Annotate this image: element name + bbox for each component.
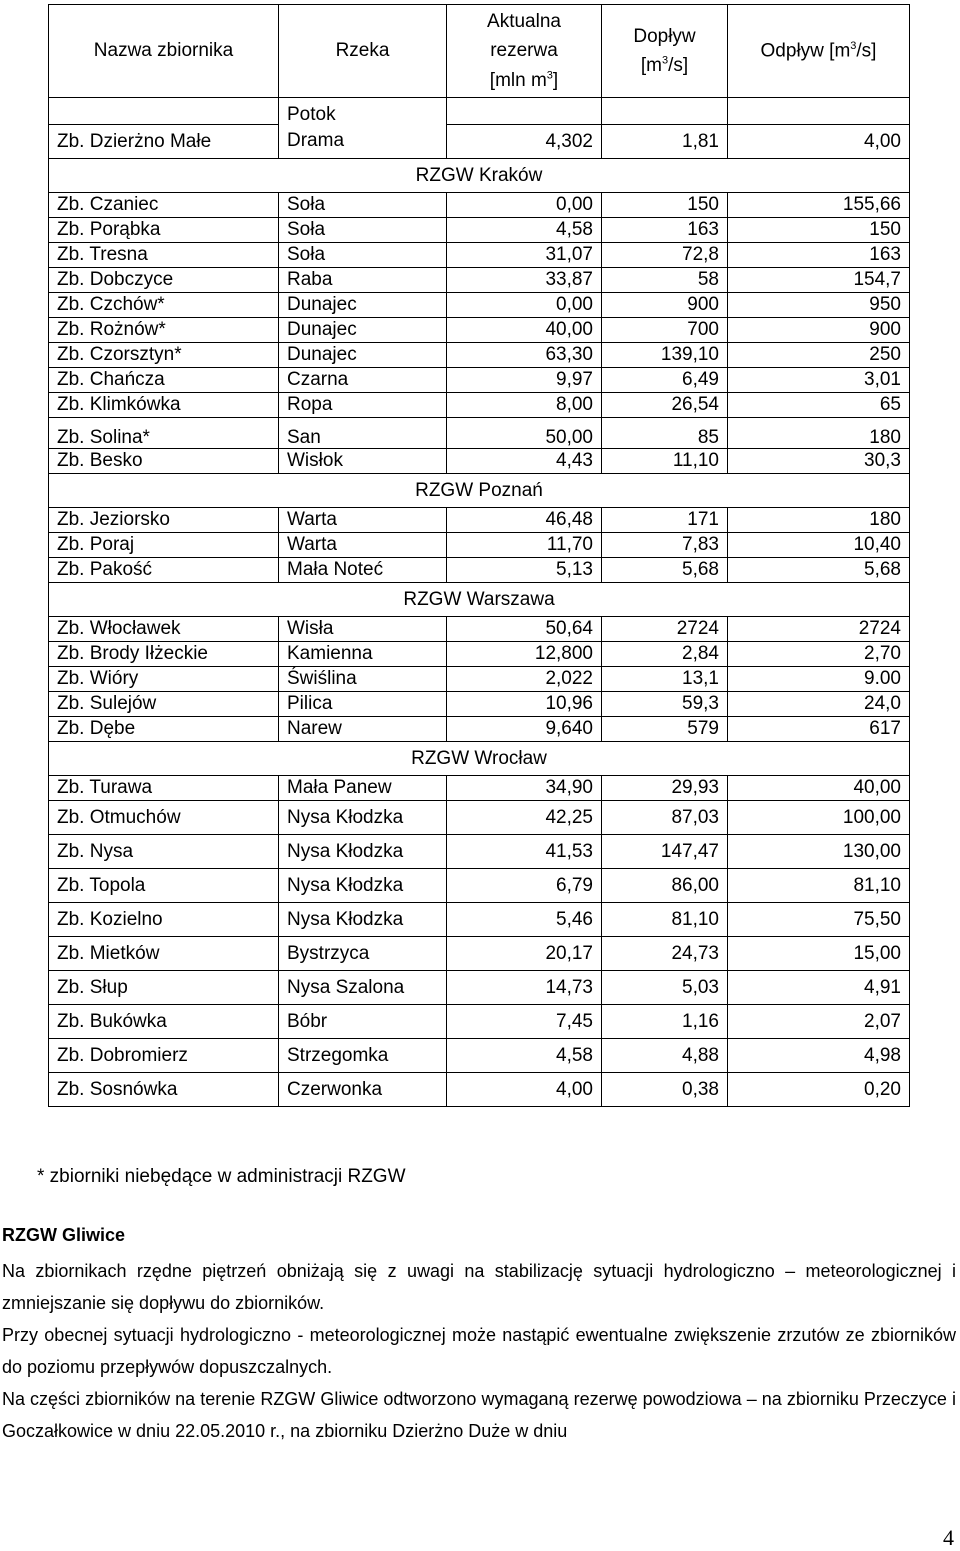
inflow-cell: 7,83 bbox=[602, 533, 728, 558]
inflow-cell: 72,8 bbox=[602, 243, 728, 268]
name-cell: Zb. Porąbka bbox=[49, 218, 279, 243]
outflow-cell: 4,98 bbox=[728, 1039, 910, 1073]
region-title: RZGW Wrocław bbox=[49, 742, 910, 776]
table-row bbox=[49, 318, 910, 343]
reserve-cell: 12,800 bbox=[447, 642, 602, 667]
page-number: 4 bbox=[943, 1525, 954, 1550]
reserve-cell: 6,79 bbox=[447, 869, 602, 903]
inflow-cell: 2724 bbox=[602, 617, 728, 642]
river-cell: Raba bbox=[279, 268, 447, 293]
reserve-cell: 8,00 bbox=[447, 393, 602, 418]
table-row bbox=[49, 218, 910, 243]
table-cell bbox=[602, 98, 728, 125]
header-name: Nazwa zbiornika bbox=[49, 5, 279, 98]
table-row bbox=[49, 449, 910, 474]
outflow-cell: 617 bbox=[728, 717, 910, 742]
table-row bbox=[49, 558, 910, 583]
reserve-cell: 42,25 bbox=[447, 801, 602, 835]
inflow-cell: 81,10 bbox=[602, 903, 728, 937]
name-cell: Zb. Dębe bbox=[49, 717, 279, 742]
inflow-cell: 2,84 bbox=[602, 642, 728, 667]
table-row bbox=[49, 533, 910, 558]
outflow-cell: 24,0 bbox=[728, 692, 910, 717]
outflow-cell: 180 bbox=[728, 418, 910, 449]
header-inflow: Dopływ $[m^3/s]$ bbox=[602, 5, 728, 98]
table-row bbox=[49, 717, 910, 742]
header-outflow: Odpływ $[m^3/s]$ bbox=[728, 5, 910, 98]
inflow-cell: 579 bbox=[602, 717, 728, 742]
name-cell: Zb. Besko bbox=[49, 449, 279, 474]
inflow-cell: 0,38 bbox=[602, 1073, 728, 1107]
name-cell: Zb. Brody Iłżeckie bbox=[49, 642, 279, 667]
table-row bbox=[49, 393, 910, 418]
river-cell: Soła bbox=[279, 193, 447, 218]
outflow-cell: 5,68 bbox=[728, 558, 910, 583]
outflow-cell: 250 bbox=[728, 343, 910, 368]
name-cell: Zb. Topola bbox=[49, 869, 279, 903]
region-header-row bbox=[49, 474, 910, 508]
outflow-cell: 40,00 bbox=[728, 776, 910, 801]
river-cell: Nysa Kłodzka bbox=[279, 869, 447, 903]
outflow-cell: 4,00 bbox=[728, 125, 910, 159]
reservoir-table bbox=[48, 4, 910, 1107]
river-cell: Nysa Kłodzka bbox=[279, 903, 447, 937]
outflow-cell: 155,66 bbox=[728, 193, 910, 218]
table-cell bbox=[728, 98, 910, 125]
table-row bbox=[49, 937, 910, 971]
outflow-cell: 15,00 bbox=[728, 937, 910, 971]
name-cell: Zb. Otmuchów bbox=[49, 801, 279, 835]
header-reserve: Aktualna rezerwa [mln $m^3$] bbox=[447, 5, 602, 98]
reserve-cell: 0,00 bbox=[447, 193, 602, 218]
inflow-cell: 85 bbox=[602, 418, 728, 449]
reserve-cell: 50,64 bbox=[447, 617, 602, 642]
name-cell: Zb. Sosnówka bbox=[49, 1073, 279, 1107]
inflow-cell: 163 bbox=[602, 218, 728, 243]
river-cell: Warta bbox=[279, 533, 447, 558]
table-row bbox=[49, 368, 910, 393]
river-cell: Soła bbox=[279, 218, 447, 243]
table-row bbox=[49, 418, 910, 449]
name-cell: Zb. Dobczyce bbox=[49, 268, 279, 293]
name-cell: Zb. Poraj bbox=[49, 533, 279, 558]
inflow-cell: 58 bbox=[602, 268, 728, 293]
region-header-row bbox=[49, 583, 910, 617]
name-cell: Zb. Czorsztyn* bbox=[49, 343, 279, 368]
inflow-cell: 87,03 bbox=[602, 801, 728, 835]
inflow-cell: 147,47 bbox=[602, 835, 728, 869]
name-cell: Zb. Sulejów bbox=[49, 692, 279, 717]
inflow-cell: 1,81 bbox=[602, 125, 728, 159]
reserve-cell: 33,87 bbox=[447, 268, 602, 293]
table-row bbox=[49, 508, 910, 533]
outflow-cell: 154,7 bbox=[728, 268, 910, 293]
reserve-cell: 31,07 bbox=[447, 243, 602, 268]
river-cell-line1: Potok bbox=[279, 98, 447, 125]
river-cell: Czarna bbox=[279, 368, 447, 393]
table-row bbox=[49, 642, 910, 667]
name-cell: Zb. Słup bbox=[49, 971, 279, 1005]
name-cell: Zb. Chańcza bbox=[49, 368, 279, 393]
river-cell: Bóbr bbox=[279, 1005, 447, 1039]
river-cell: Warta bbox=[279, 508, 447, 533]
inflow-cell: 139,10 bbox=[602, 343, 728, 368]
reserve-cell: 40,00 bbox=[447, 318, 602, 343]
river-cell: Mała Noteć bbox=[279, 558, 447, 583]
reserve-cell: 14,73 bbox=[447, 971, 602, 1005]
table-row bbox=[49, 667, 910, 692]
region-title: RZGW Kraków bbox=[49, 159, 910, 193]
inflow-cell: 150 bbox=[602, 193, 728, 218]
name-cell: Zb. Dobromierz bbox=[49, 1039, 279, 1073]
outflow-cell: 163 bbox=[728, 243, 910, 268]
reserve-cell: 41,53 bbox=[447, 835, 602, 869]
table-row bbox=[49, 268, 910, 293]
table-row bbox=[49, 971, 910, 1005]
name-cell: Zb. Bukówka bbox=[49, 1005, 279, 1039]
reserve-cell: 20,17 bbox=[447, 937, 602, 971]
river-cell: Strzegomka bbox=[279, 1039, 447, 1073]
river-cell: Ropa bbox=[279, 393, 447, 418]
river-cell: Dunajec bbox=[279, 318, 447, 343]
outflow-cell: 30,3 bbox=[728, 449, 910, 474]
section-heading: RZGW Gliwice bbox=[2, 1225, 126, 1245]
outflow-cell: 10,40 bbox=[728, 533, 910, 558]
outflow-cell: 2,07 bbox=[728, 1005, 910, 1039]
table-row bbox=[49, 1005, 910, 1039]
inflow-cell: 86,00 bbox=[602, 869, 728, 903]
inflow-cell: 29,93 bbox=[602, 776, 728, 801]
river-cell: Nysa Kłodzka bbox=[279, 835, 447, 869]
name-cell: Zb. Czaniec bbox=[49, 193, 279, 218]
reserve-cell: 5,46 bbox=[447, 903, 602, 937]
reserve-cell: 7,45 bbox=[447, 1005, 602, 1039]
header-river: Rzeka bbox=[279, 5, 447, 98]
reserve-cell: 4,58 bbox=[447, 1039, 602, 1073]
name-cell: Zb. Jeziorsko bbox=[49, 508, 279, 533]
table-row bbox=[49, 617, 910, 642]
inflow-cell: 1,16 bbox=[602, 1005, 728, 1039]
reserve-cell: 9,640 bbox=[447, 717, 602, 742]
river-cell: Bystrzyca bbox=[279, 937, 447, 971]
name-cell: Zb. Dzierżno Małe bbox=[49, 125, 279, 159]
outflow-cell: 100,00 bbox=[728, 801, 910, 835]
name-cell: Zb. Mietków bbox=[49, 937, 279, 971]
river-cell: Świślina bbox=[279, 667, 447, 692]
reserve-cell: 50,00 bbox=[447, 418, 602, 449]
reserve-cell: 5,13 bbox=[447, 558, 602, 583]
outflow-cell: 65 bbox=[728, 393, 910, 418]
river-cell: Narew bbox=[279, 717, 447, 742]
reserve-cell: 2,022 bbox=[447, 667, 602, 692]
reserve-cell: 46,48 bbox=[447, 508, 602, 533]
outflow-cell: 9.00 bbox=[728, 667, 910, 692]
name-cell: Zb. Wióry bbox=[49, 667, 279, 692]
table-row bbox=[49, 835, 910, 869]
river-cell-line2: Drama bbox=[279, 125, 447, 159]
river-cell: Wisła bbox=[279, 617, 447, 642]
river-cell: San bbox=[279, 418, 447, 449]
outflow-cell: 2724 bbox=[728, 617, 910, 642]
river-cell: Dunajec bbox=[279, 343, 447, 368]
name-cell: Zb. Solina* bbox=[49, 418, 279, 449]
reserve-cell: 4,43 bbox=[447, 449, 602, 474]
name-cell: Zb. Nysa bbox=[49, 835, 279, 869]
inflow-cell: 5,03 bbox=[602, 971, 728, 1005]
reserve-cell: 4,58 bbox=[447, 218, 602, 243]
inflow-cell: 171 bbox=[602, 508, 728, 533]
reserve-cell: 4,302 bbox=[447, 125, 602, 159]
river-cell: Soła bbox=[279, 243, 447, 268]
inflow-cell: 4,88 bbox=[602, 1039, 728, 1073]
table-row bbox=[49, 801, 910, 835]
inflow-cell: 6,49 bbox=[602, 368, 728, 393]
reserve-cell: 63,30 bbox=[447, 343, 602, 368]
paragraph: Przy obecnej sytuacji hydrologiczno - meteorologicznej może nastąpić ewentualne zwiększenie zrzutów ze zbiorników do poziomu przepływów dopuszczalnych. bbox=[2, 1325, 956, 1377]
table-row bbox=[49, 869, 910, 903]
name-cell: Zb. Klimkówka bbox=[49, 393, 279, 418]
table-cell bbox=[447, 98, 602, 125]
reserve-cell: 9,97 bbox=[447, 368, 602, 393]
table-row bbox=[49, 692, 910, 717]
outflow-cell: 150 bbox=[728, 218, 910, 243]
reserve-cell: 11,70 bbox=[447, 533, 602, 558]
inflow-cell: 900 bbox=[602, 293, 728, 318]
outflow-cell: 0,20 bbox=[728, 1073, 910, 1107]
table-row-dzierzno-top bbox=[49, 98, 910, 125]
river-cell: Czerwonka bbox=[279, 1073, 447, 1107]
river-cell: Kamienna bbox=[279, 642, 447, 667]
outflow-cell: 130,00 bbox=[728, 835, 910, 869]
inflow-cell: 24,73 bbox=[602, 937, 728, 971]
river-cell: Wisłok bbox=[279, 449, 447, 474]
outflow-cell: 2,70 bbox=[728, 642, 910, 667]
table-row bbox=[49, 776, 910, 801]
name-cell: Zb. Czchów* bbox=[49, 293, 279, 318]
region-header-row bbox=[49, 159, 910, 193]
table-row bbox=[49, 193, 910, 218]
name-cell: Zb. Tresna bbox=[49, 243, 279, 268]
reserve-cell: 0,00 bbox=[447, 293, 602, 318]
table-header-row bbox=[49, 5, 910, 98]
table-row bbox=[49, 243, 910, 268]
table-row bbox=[49, 1073, 910, 1107]
inflow-cell: 700 bbox=[602, 318, 728, 343]
river-cell: Nysa Szalona bbox=[279, 971, 447, 1005]
outflow-cell: 3,01 bbox=[728, 368, 910, 393]
outflow-cell: 75,50 bbox=[728, 903, 910, 937]
reserve-cell: 10,96 bbox=[447, 692, 602, 717]
name-cell: Zb. Pakość bbox=[49, 558, 279, 583]
inflow-cell: 13,1 bbox=[602, 667, 728, 692]
outflow-cell: 180 bbox=[728, 508, 910, 533]
name-cell: Zb. Włocławek bbox=[49, 617, 279, 642]
region-header-row bbox=[49, 742, 910, 776]
inflow-cell: 5,68 bbox=[602, 558, 728, 583]
inflow-cell: 11,10 bbox=[602, 449, 728, 474]
table-row bbox=[49, 293, 910, 318]
outflow-cell: 950 bbox=[728, 293, 910, 318]
river-cell: Pilica bbox=[279, 692, 447, 717]
table-row bbox=[49, 1039, 910, 1073]
paragraph: Na zbiornikach rzędne piętrzeń obniżają się z uwagi na stabilizację sytuacji hydrologiczno – meteorologicznej i zmniejszanie się dopływu do zbiorników. bbox=[2, 1261, 956, 1313]
name-cell: Zb. Turawa bbox=[49, 776, 279, 801]
table-row-dzierzno bbox=[49, 125, 910, 159]
name-cell: Zb. Kozielno bbox=[49, 903, 279, 937]
region-title: RZGW Poznań bbox=[49, 474, 910, 508]
river-cell: Nysa Kłodzka bbox=[279, 801, 447, 835]
table-cell bbox=[49, 98, 279, 125]
outflow-cell: 900 bbox=[728, 318, 910, 343]
reserve-cell: 4,00 bbox=[447, 1073, 602, 1107]
river-cell: Mała Panew bbox=[279, 776, 447, 801]
reserve-cell: 34,90 bbox=[447, 776, 602, 801]
inflow-cell: 59,3 bbox=[602, 692, 728, 717]
river-cell: Dunajec bbox=[279, 293, 447, 318]
region-title: RZGW Warszawa bbox=[49, 583, 910, 617]
paragraph: Na części zbiorników na terenie RZGW Gliwice odtworzono wymaganą rezerwę powodziowa – na zbiorniku Przeczyce i Goczałkowice w dniu 22.05.2010 r., na zbiorniku Dzierżno Duże w dniu bbox=[2, 1389, 956, 1441]
inflow-cell: 26,54 bbox=[602, 393, 728, 418]
footnote: * zbiorniki niebędące w administracji RZGW bbox=[37, 1166, 406, 1187]
outflow-cell: 81,10 bbox=[728, 869, 910, 903]
name-cell: Zb. Rożnów* bbox=[49, 318, 279, 343]
table-row bbox=[49, 343, 910, 368]
outflow-cell: 4,91 bbox=[728, 971, 910, 1005]
table-row bbox=[49, 903, 910, 937]
